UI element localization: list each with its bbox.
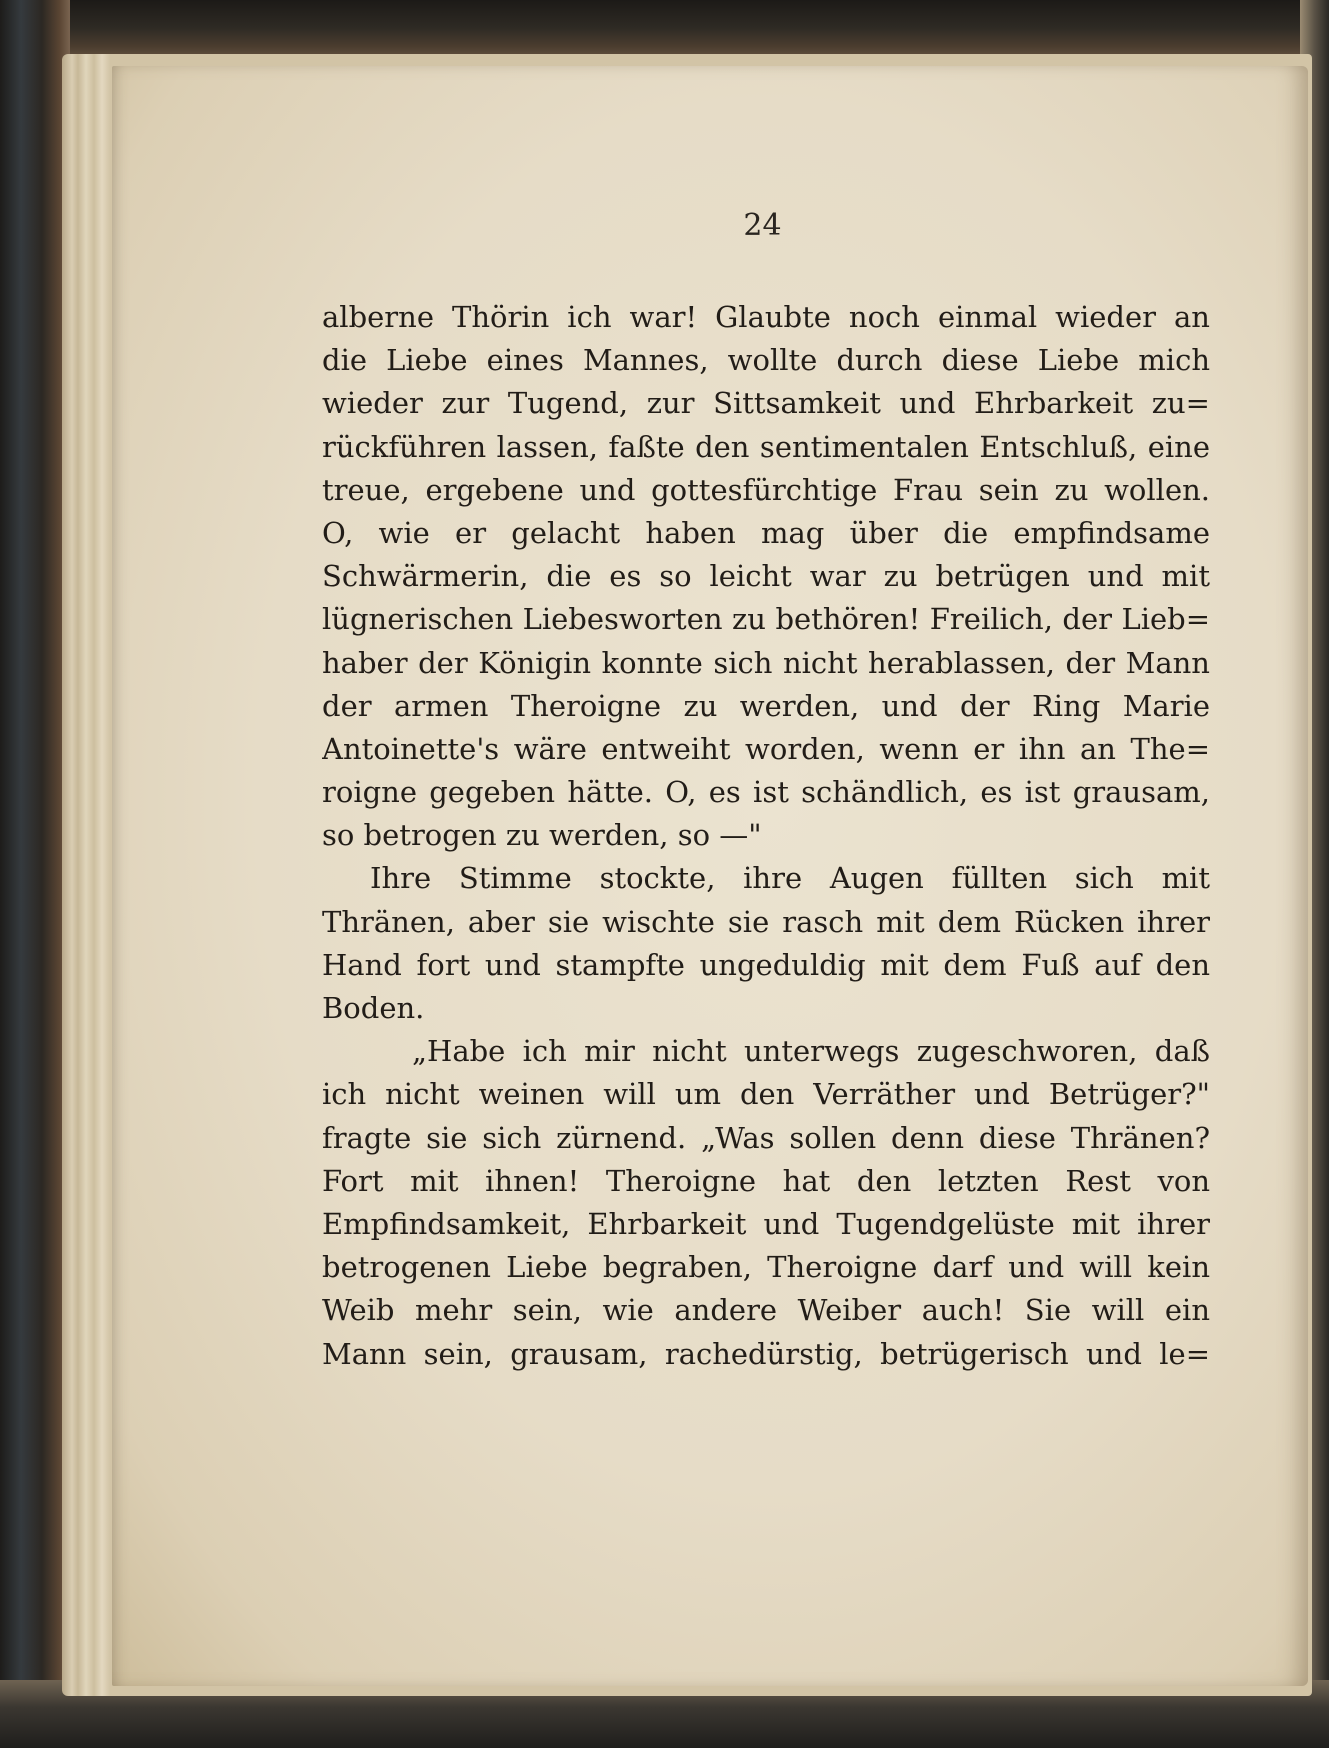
text-line-18: „Habe ich mir nicht unterwegs zugeschworen, daß <box>412 1034 1210 1069</box>
text-line-7: Schwärmerin, die es so leicht war zu betrügen und mit <box>322 559 1210 594</box>
text-line-13: so betrogen zu werden, so —" <box>322 818 762 853</box>
text-line-20: fragte sie sich zürnend. „Was sollen denn diese Thränen? <box>322 1120 1210 1155</box>
text-line-19: ich nicht weinen will um den Verräther und Betrüger?" <box>322 1077 1210 1112</box>
text-line-10: der armen Theroigne zu werden, und der Ring Marie <box>322 688 1210 723</box>
text-line-14: Ihre Stimme stockte, ihre Augen füllten sich mit <box>370 861 1210 896</box>
book-binding-left <box>0 0 70 1748</box>
body-text <box>322 296 1210 1376</box>
text-line-6: O, wie er gelacht haben mag über die empfindsame <box>322 515 1210 550</box>
text-line-11: Antoinette's wäre entweiht worden, wenn er ihn an The= <box>322 731 1210 766</box>
text-line-1: alberne Thörin ich war! Glaubte noch einmal wieder an <box>322 300 1210 334</box>
text-line-3: wieder zur Tugend, zur Sittsamkeit und Ehrbarkeit zu= <box>322 386 1210 421</box>
text-line-21: Fort mit ihnen! Theroigne hat den letzten Rest von <box>322 1163 1210 1198</box>
text-line-5: treue, ergebene und gottesfürchtige Frau sein zu wollen. <box>322 472 1210 507</box>
book-binding-top <box>0 0 1329 62</box>
text-line-25: Mann sein, grausam, rachedürstig, betrügerisch und le= <box>322 1336 1210 1371</box>
text-line-24: Weib mehr sein, wie andere Weiber auch! Sie will ein <box>322 1293 1210 1328</box>
text-line-12: roigne gegeben hätte. O, es ist schändlich, es ist grausam, <box>322 775 1210 810</box>
text-line-2: die Liebe eines Mannes, wollte durch diese Liebe mich <box>322 343 1210 378</box>
page-number: 24 <box>743 208 782 243</box>
text-line-22: Empfindsamkeit, Ehrbarkeit und Tugendgelüste mit ihrer <box>322 1206 1210 1241</box>
text-line-16: Hand fort und stampfte ungeduldig mit dem Fuß auf den <box>322 947 1210 982</box>
text-line-23: betrogenen Liebe begraben, Theroigne darf und will kein <box>322 1250 1210 1285</box>
text-line-8: lügnerischen Liebesworten zu bethören! Freilich, der Lieb= <box>322 602 1210 637</box>
text-line-9: haber der Königin konnte sich nicht herablassen, der Mann <box>322 645 1210 680</box>
text-line-15: Thränen, aber sie wischte sie rasch mit dem Rücken ihrer <box>322 904 1210 939</box>
text-line-17: Boden. <box>322 991 425 1025</box>
text-line-4: rückführen lassen, faßte den sentimentalen Entschluß, eine <box>322 429 1210 464</box>
